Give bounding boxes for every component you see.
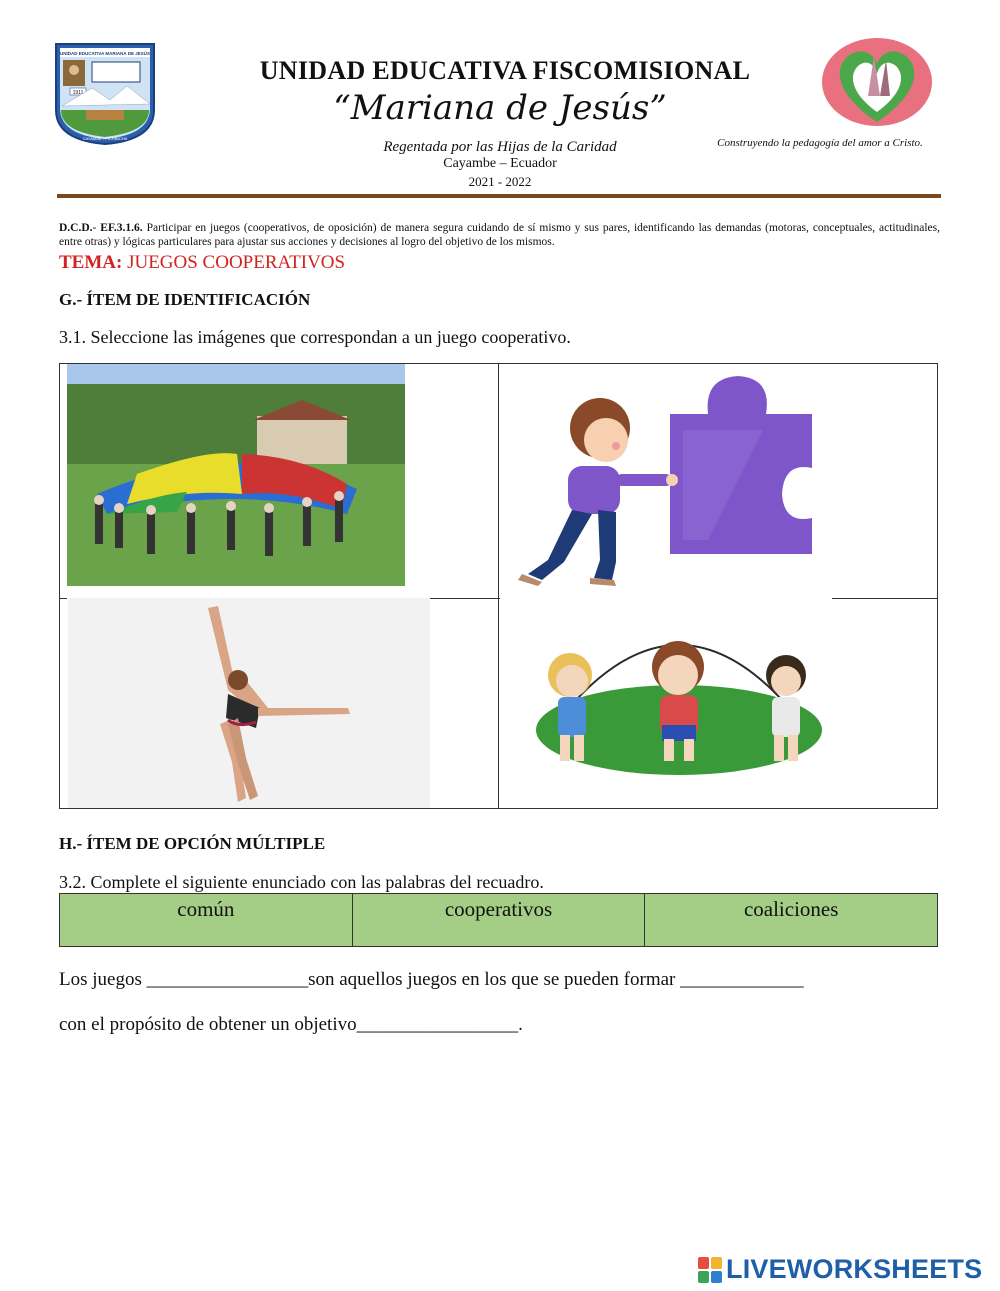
sentence-text: .: [518, 1014, 523, 1035]
liveworksheets-icon: [698, 1257, 722, 1283]
answer-line[interactable]: [430, 598, 500, 599]
fill-in-blank-3[interactable]: _________________: [356, 1014, 519, 1035]
school-subtitle: Regentada por las Hijas de la Caridad: [383, 139, 617, 155]
school-city: Cayambe – Ecuador: [443, 156, 557, 171]
liveworksheets-logo: [698, 1254, 982, 1285]
question-3-1: 3.1. Seleccione las imágenes que correspondan a un juego cooperativo.: [59, 327, 571, 347]
crest-motto: UNIDAD EDUCATIVA MARIANA DE JESÚS: [59, 51, 151, 56]
sentence-text: Los juegos: [59, 969, 147, 990]
section-g-title: G.- ÍTEM DE IDENTIFICACIÓN: [59, 290, 311, 309]
grid-divider: [498, 363, 499, 809]
question-3-2: 3.2. Complete el siguiente enunciado con las palabras del recuadro.: [59, 872, 544, 892]
school-name: “Mariana de Jesús”: [333, 88, 667, 128]
school-title: UNIDAD EDUCATIVA FISCOMISIONAL: [259, 56, 751, 85]
liveworksheets-brand: LIVEWORKSHEETS: [726, 1254, 983, 1284]
sentence-line-2: [59, 1014, 523, 1036]
objective-code: EF.3.1.6.: [100, 222, 143, 234]
word-bank-item: común: [60, 894, 353, 946]
word-bank-item: cooperativos: [353, 894, 646, 946]
school-year: 2021 - 2022: [468, 174, 532, 189]
fill-in-blank-2[interactable]: _____________: [680, 969, 804, 990]
girl-pushing-puzzle-piece[interactable]: [508, 370, 828, 592]
header-divider: [57, 194, 941, 198]
svg-text:CAYAMBE - PICHINCHA: CAYAMBE - PICHINCHA: [82, 136, 128, 141]
objective-code-label: D.C.D.: [59, 222, 93, 234]
topic-label: TEMA:: [59, 252, 123, 273]
word-bank: [59, 893, 938, 947]
parachute-game-photo[interactable]: [67, 364, 405, 586]
answer-line[interactable]: [832, 598, 938, 599]
sentence-line-1: [59, 969, 940, 991]
section-h-title: H.- ÍTEM DE OPCIÓN MÚLTIPLE: [59, 834, 326, 853]
objective-text: Participar en juegos (cooperativos, de oposición) de manera segura cuidando de sí mismo y sus pares, identificando las demandas (motoras, conceptuales, actitudinales, entre otras) y lógicas particulares para ajustar sus acciones y decisiones al logro del objetivo de los mismos.: [59, 222, 940, 248]
svg-text:1911: 1911: [72, 90, 84, 96]
school-motto: Construyendo la pedagogía del amor a Cristo.: [717, 137, 923, 149]
topic-value: JUEGOS COOPERATIVOS: [127, 252, 346, 273]
topic: [59, 252, 345, 274]
objective-paragraph: D.C.D.- EF.3.1.6. Participar en juegos (cooperativos, de oposición) de manera segura cuidando de sí mismo y sus pares, identificando las demandas (motoras, conceptuales, actitudinales, entre otras) y lógicas particulares para ajustar sus acciones y decisiones al logro del objetivo de los mismos.: [59, 222, 940, 248]
gymnast-photo[interactable]: [68, 598, 430, 808]
sentence-text: son aquellos juegos en los que se pueden formar: [308, 969, 681, 990]
school-crest-logo: [52, 40, 158, 146]
word-bank-item: coaliciones: [743, 897, 839, 921]
sentence-text: con el propósito de obtener un objetivo: [59, 1014, 357, 1035]
answer-line[interactable]: [59, 598, 67, 599]
heart-emblem-logo: [818, 36, 936, 132]
children-jumping-rope[interactable]: [536, 605, 822, 775]
fill-in-blank-1[interactable]: _________________: [146, 969, 309, 990]
